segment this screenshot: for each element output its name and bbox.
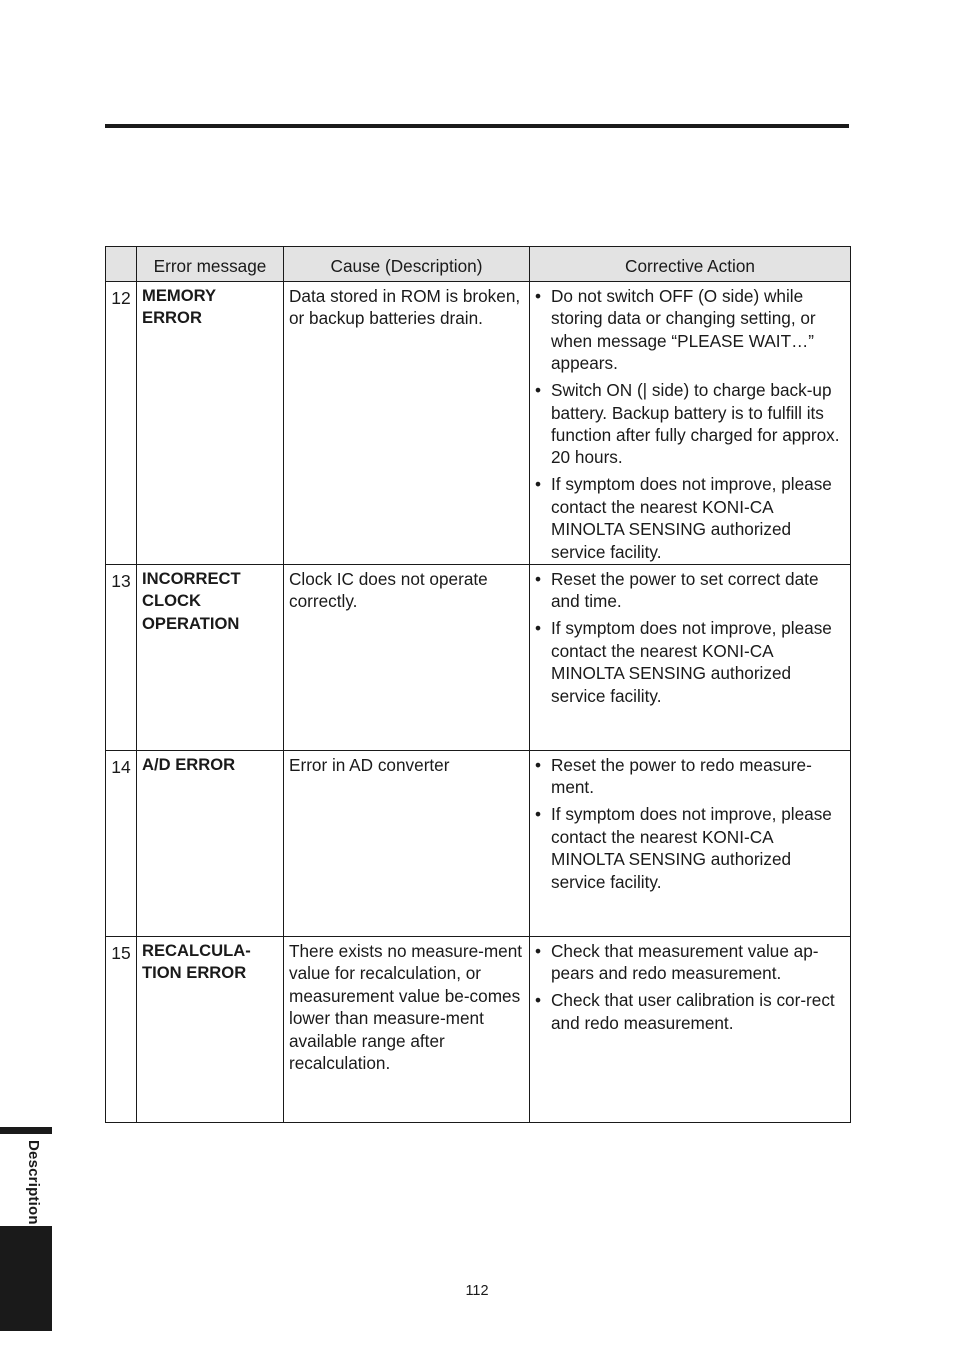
- action-text: If symptom does not improve, please contact the nearest KONI-CA MINOLTA SENSING authorized service facility.: [551, 804, 832, 892]
- error-cause: Data stored in ROM is broken, or backup batteries drain.: [284, 282, 530, 565]
- bullet-icon: •: [535, 618, 542, 639]
- action-item: [535, 473, 846, 563]
- action-item: [535, 568, 846, 613]
- error-message-line: TION ERROR: [142, 963, 247, 983]
- bullet-icon: •: [535, 755, 542, 775]
- action-text: If symptom does not improve, please contact the nearest KONI-CA MINOLTA SENSING authorized service facility.: [551, 474, 832, 562]
- header-cause: Cause (Description): [284, 247, 530, 282]
- error-message-line: INCORRECT: [142, 569, 241, 588]
- corrective-action: [530, 565, 851, 751]
- error-number: 13: [106, 565, 137, 751]
- table-row: [106, 937, 851, 1123]
- bullet-icon: •: [535, 286, 542, 306]
- action-item: [535, 989, 846, 1034]
- action-text: Check that user calibration is cor-rect and redo measurement.: [551, 990, 835, 1033]
- action-text: Check that measurement value ap-pears and redo measurement.: [551, 941, 819, 984]
- bullet-icon: •: [535, 569, 542, 589]
- top-rule: [105, 124, 849, 128]
- error-number: 15: [106, 937, 137, 1123]
- action-text: Switch ON (| side) to charge back-up battery. Backup battery is to fulfill its function after fully charged for approx. 20 hours.: [551, 380, 840, 468]
- error-message: [137, 937, 284, 1123]
- error-number: 14: [106, 751, 137, 937]
- header-error-message: Error message: [137, 247, 284, 282]
- bullet-icon: •: [535, 380, 542, 401]
- error-message: [137, 751, 284, 937]
- action-text: Do not switch OFF (O side) while storing data or changing setting, or when message “PLEASE WAIT…” appears.: [551, 286, 816, 374]
- error-number: 12: [106, 282, 137, 565]
- action-text: If symptom does not improve, please contact the nearest KONI-CA MINOLTA SENSING authorized service facility.: [551, 618, 832, 706]
- error-message-line: MEMORY: [142, 286, 217, 305]
- error-table: [105, 246, 851, 1123]
- corrective-action: [530, 937, 851, 1123]
- header-number: [106, 247, 137, 282]
- bullet-icon: •: [535, 474, 542, 495]
- header-corrective-action: Corrective Action: [530, 247, 851, 282]
- action-item: [535, 617, 846, 707]
- action-text: Reset the power to set correct date and time.: [551, 569, 819, 612]
- error-message-line: A/D ERROR: [142, 755, 236, 774]
- page-number: 112: [465, 1283, 489, 1299]
- corrective-action: [530, 282, 851, 565]
- action-text: Reset the power to redo measure-ment.: [551, 755, 812, 798]
- error-message-line: OPERATION: [142, 613, 240, 633]
- table-header-row: [106, 247, 851, 282]
- action-item: [535, 940, 846, 985]
- bullet-icon: •: [535, 941, 542, 961]
- table-row: [106, 751, 851, 937]
- error-message-line: RECALCULA-: [142, 941, 251, 960]
- table-row: [106, 282, 851, 565]
- section-tab-label: Description: [25, 1140, 42, 1225]
- action-item: [535, 379, 846, 469]
- error-message-line: CLOCK: [142, 591, 201, 611]
- error-message-line: ERROR: [142, 308, 202, 328]
- error-cause: There exists no measure-ment value for recalculation, or measurement value be-comes lower than measure-ment available range after recalculation.: [284, 937, 530, 1123]
- action-item: [535, 803, 846, 893]
- corrective-action: [530, 751, 851, 937]
- error-cause: Clock IC does not operate correctly.: [284, 565, 530, 751]
- error-message: [137, 282, 284, 565]
- table-row: [106, 565, 851, 751]
- bullet-icon: •: [535, 804, 542, 825]
- bullet-icon: •: [535, 990, 542, 1011]
- error-message: [137, 565, 284, 751]
- action-item: [535, 285, 846, 375]
- error-cause: Error in AD converter: [284, 751, 530, 937]
- action-item: [535, 754, 846, 799]
